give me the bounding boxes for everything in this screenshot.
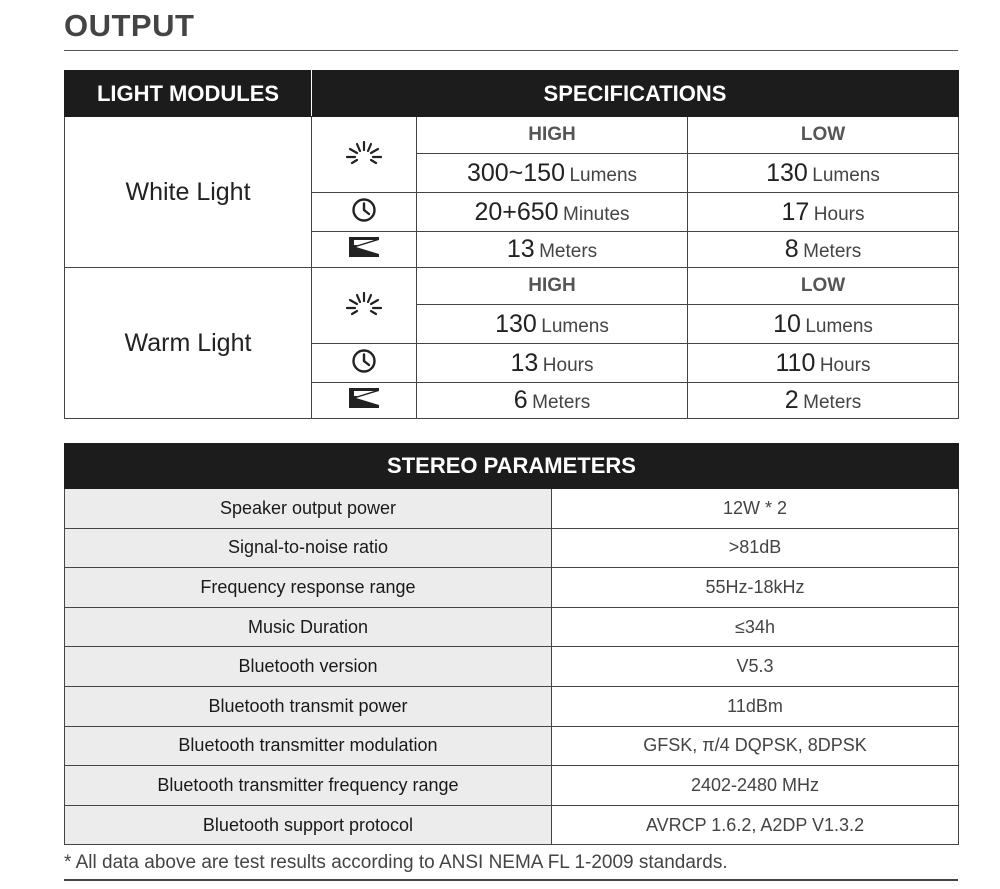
distance-high-cell [417,232,688,268]
spec-value: 20+650 [474,197,559,226]
stereo-table-header-row [65,444,959,489]
beam-distance-icon [348,236,380,263]
brightness-icon-cell [312,117,417,193]
light-table-header-row [65,71,959,117]
distance-high-cell [417,383,688,419]
stereo-param-value: 11dBm [552,686,959,726]
spec-unit: Lumens [812,164,880,186]
lumens-low-cell [688,154,959,193]
lumens-high-cell [417,154,688,193]
spec-unit: Meters [532,392,591,413]
spec-value: 110 [775,348,816,377]
lumens-high-cell [417,305,688,344]
spec-value: 13 [510,348,539,377]
runtime-low-cell [688,344,959,383]
stereo-row [65,726,959,766]
stereo-row [65,528,959,568]
stereo-row [65,647,959,687]
spec-value: 6 [513,386,528,414]
spec-value: 300~150 [466,158,565,187]
mode-low-label: LOW [688,117,959,154]
stereo-param-value: 2402-2480 MHz [552,766,959,806]
stereo-param-name: Bluetooth support protocol [65,805,552,845]
spec-unit: Hours [819,354,871,376]
title-divider [64,50,958,51]
spec-value: 13 [506,235,535,263]
spec-value: 10 [773,309,801,338]
spec-unit: Lumens [569,164,638,186]
clock-icon [351,197,377,228]
distance-icon-cell [312,383,417,419]
spec-unit: Meters [803,241,862,262]
stereo-row [65,607,959,647]
stereo-row [65,489,959,529]
stereo-param-value: ≤34h [552,607,959,647]
spec-unit: Hours [813,203,865,225]
mode-low-label: LOW [688,268,959,305]
beam-distance-icon [348,387,380,414]
stereo-param-value: 55Hz-18kHz [552,568,959,608]
stereo-param-name: Bluetooth transmit power [65,686,552,726]
stereo-param-name: Signal-to-noise ratio [65,528,552,568]
spec-unit: Minutes [563,203,630,225]
stereo-row [65,766,959,806]
header-stereo-parameters: STEREO PARAMETERS [65,444,959,489]
stereo-row [65,686,959,726]
stereo-param-value: 12W * 2 [552,489,959,529]
mode-high-label: HIGH [417,268,688,305]
runtime-high-cell [417,344,688,383]
spec-unit: Lumens [541,315,609,337]
runtime-icon-cell [312,344,417,383]
stereo-param-name: Frequency response range [65,568,552,608]
footnote: * All data above are test results according to ANSI NEMA FL 1-2009 standards. [64,852,728,873]
footnote-divider [64,879,958,881]
spec-value: 17 [781,197,810,226]
brightness-icon-cell [312,268,417,344]
stereo-param-name: Music Duration [65,607,552,647]
distance-low-cell [688,383,959,419]
lumens-low-cell [688,305,959,344]
light-modules-table [64,70,959,419]
mode-high-label: HIGH [417,117,688,154]
stereo-param-value: V5.3 [552,647,959,687]
header-light-modules: LIGHT MODULES [65,71,312,117]
stereo-param-name: Bluetooth transmitter modulation [65,726,552,766]
module-mode-row [65,268,959,305]
clock-icon [351,348,377,379]
stereo-param-name: Speaker output power [65,489,552,529]
runtime-icon-cell [312,193,417,232]
runtime-high-cell [417,193,688,232]
module-name: White Light [65,117,312,268]
header-specifications: SPECIFICATIONS [312,71,959,117]
brightness-icon [344,139,384,170]
spec-value: 130 [495,309,537,338]
distance-low-cell [688,232,959,268]
stereo-param-value: AVRCP 1.6.2, A2DP V1.3.2 [552,805,959,845]
spec-value: 130 [766,158,808,187]
stereo-param-name: Bluetooth transmitter frequency range [65,766,552,806]
distance-icon-cell [312,232,417,268]
page-title: OUTPUT [64,8,195,43]
spec-unit: Meters [539,241,598,262]
spec-value: 8 [784,235,799,263]
stereo-param-name: Bluetooth version [65,647,552,687]
stereo-param-value: >81dB [552,528,959,568]
stereo-parameters-table [64,443,959,845]
spec-unit: Lumens [805,315,873,337]
runtime-low-cell [688,193,959,232]
stereo-row [65,805,959,845]
module-name: Warm Light [65,268,312,419]
stereo-row [65,568,959,608]
spec-value: 2 [784,386,799,414]
spec-unit: Hours [542,354,594,376]
brightness-icon [344,290,384,321]
stereo-param-value: GFSK, π/4 DQPSK, 8DPSK [552,726,959,766]
spec-unit: Meters [803,392,862,413]
module-mode-row [65,117,959,154]
